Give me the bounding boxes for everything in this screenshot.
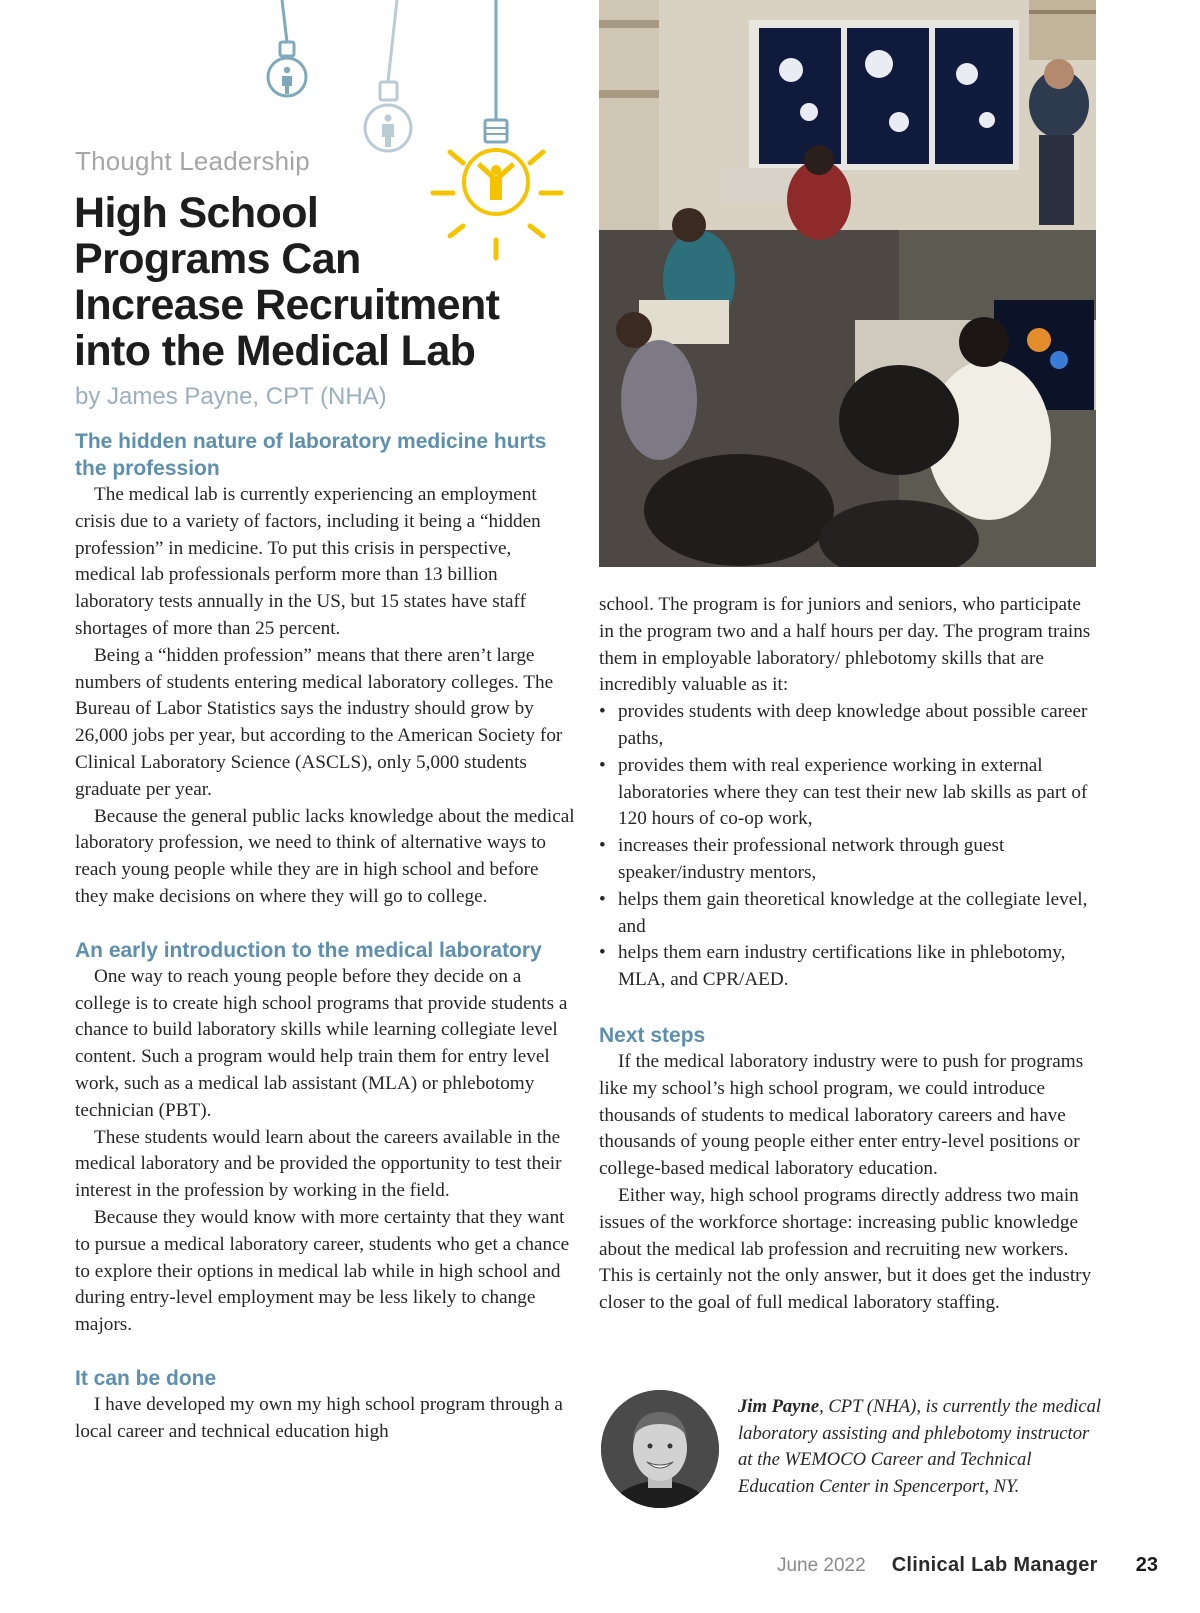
author-name: Jim Payne bbox=[738, 1396, 820, 1417]
paragraph: These students would learn about the careers available in the medical laboratory and be provided the opportunity to test their interest in the profession by working in the field. bbox=[75, 1126, 562, 1202]
classroom-photo bbox=[599, 0, 1096, 567]
page-number: 23 bbox=[1135, 1554, 1158, 1576]
bio-description: , CPT (NHA), is currently the medical laboratory assisting and phlebotomy instructor at the WEMOCO Career and Technical Education Center in Spencerport, NY. bbox=[738, 1396, 1102, 1497]
paragraph: One way to reach young people before they decide on a college is to create high school programs that provide students a chance to build laboratory skills while learning collegiate level content. Such a program would help train them for entry level work, such as a medical lab assistant (MLA) or phlebotomy technician (PBT). bbox=[75, 965, 568, 1121]
paragraph: If the medical laboratory industry were to push for programs like my school’s high school program, we could introduce thousands of students to medical laboratory careers and have thousands of young people either enter entry-level positions or college-based medical laboratory education. bbox=[599, 1050, 1084, 1180]
page-footer bbox=[777, 1554, 1158, 1582]
section-heading: Next steps bbox=[599, 1023, 706, 1047]
article-title: High School Programs Can Increase Recruitment into the Medical Lab bbox=[74, 189, 500, 375]
paragraph: Either way, high school programs directly address two main issues of the workforce shortage: increasing public knowledge about the medical lab profession and recruiting new workers. This is certainly not the only answer, but it does get the industry closer to the goal of full medical laboratory staffing. bbox=[599, 1184, 1092, 1314]
list-item: • provides students with deep knowledge about possible career paths, bbox=[599, 699, 1099, 753]
list-item: • helps them gain theoretical knowledge at the collegiate level, and bbox=[599, 887, 1099, 941]
paragraph: school. The program is for juniors and seniors, who participate in the program two and a half hours per day. The program trains them in employable laboratory/ phlebotomy skills that are incredibly valuable as it: bbox=[599, 594, 1091, 696]
right-column bbox=[599, 592, 1099, 1317]
section-heading: The hidden nature of laboratory medicine hurts the profession bbox=[75, 430, 547, 480]
avatar bbox=[601, 1390, 719, 1508]
lightbulb-icon bbox=[268, 0, 306, 96]
benefits-list bbox=[599, 699, 1099, 994]
list-item: • provides them with real experience working in external laboratories where they can test their new lab skills as part of 120 hours of co-op work, bbox=[599, 753, 1099, 833]
section-heading: An early introduction to the medical laboratory bbox=[75, 938, 542, 962]
bio-text bbox=[738, 1394, 1108, 1500]
magazine-name: Clinical Lab Manager bbox=[891, 1554, 1098, 1576]
list-item: • helps them earn industry certifications like in phlebotomy, MLA, and CPR/AED. bbox=[599, 940, 1099, 994]
lightbulb-icon bbox=[365, 0, 411, 151]
category-label: Thought Leadership bbox=[75, 146, 310, 176]
paragraph: Because they would know with more certainty that they want to pursue a medical laboratory career, students who get a chance to explore their options in medical lab while in high school and during entry-level employment may be less likely to change majors. bbox=[75, 1206, 570, 1336]
issue-date: June 2022 bbox=[776, 1555, 866, 1576]
byline: by James Payne, CPT (NHA) bbox=[75, 383, 387, 410]
paragraph: The medical lab is currently experiencing an employment crisis due to a variety of factors, including it being a “hidden profession” in medicine. To put this crisis in perspective, medical lab professionals perform more than 13 billion laboratory tests annually in the US, but 15 states have staff shortages of more than 25 percent. bbox=[75, 484, 541, 639]
left-column bbox=[75, 428, 575, 1446]
paragraph: I have developed my own my high school program through a local career and technical education high bbox=[75, 1393, 563, 1442]
list-item: • increases their professional network through guest speaker/industry mentors, bbox=[599, 833, 1099, 887]
paragraph: Because the general public lacks knowledge about the medical laboratory profession, we need to think of alternative ways to reach young people while they are in high school and before they make decisions on where they will go to college. bbox=[75, 805, 575, 907]
paragraph: Being a “hidden profession” means that there aren’t large numbers of students entering medical laboratory colleges. The Bureau of Labor Statistics says the industry should grow by 26,000 jobs per year, but according to the American Society for Clinical Laboratory Science (ASCLS), only 5,000 students graduate per year. bbox=[75, 644, 563, 800]
section-heading: It can be done bbox=[75, 1366, 217, 1390]
author-bio bbox=[601, 1390, 1101, 1510]
